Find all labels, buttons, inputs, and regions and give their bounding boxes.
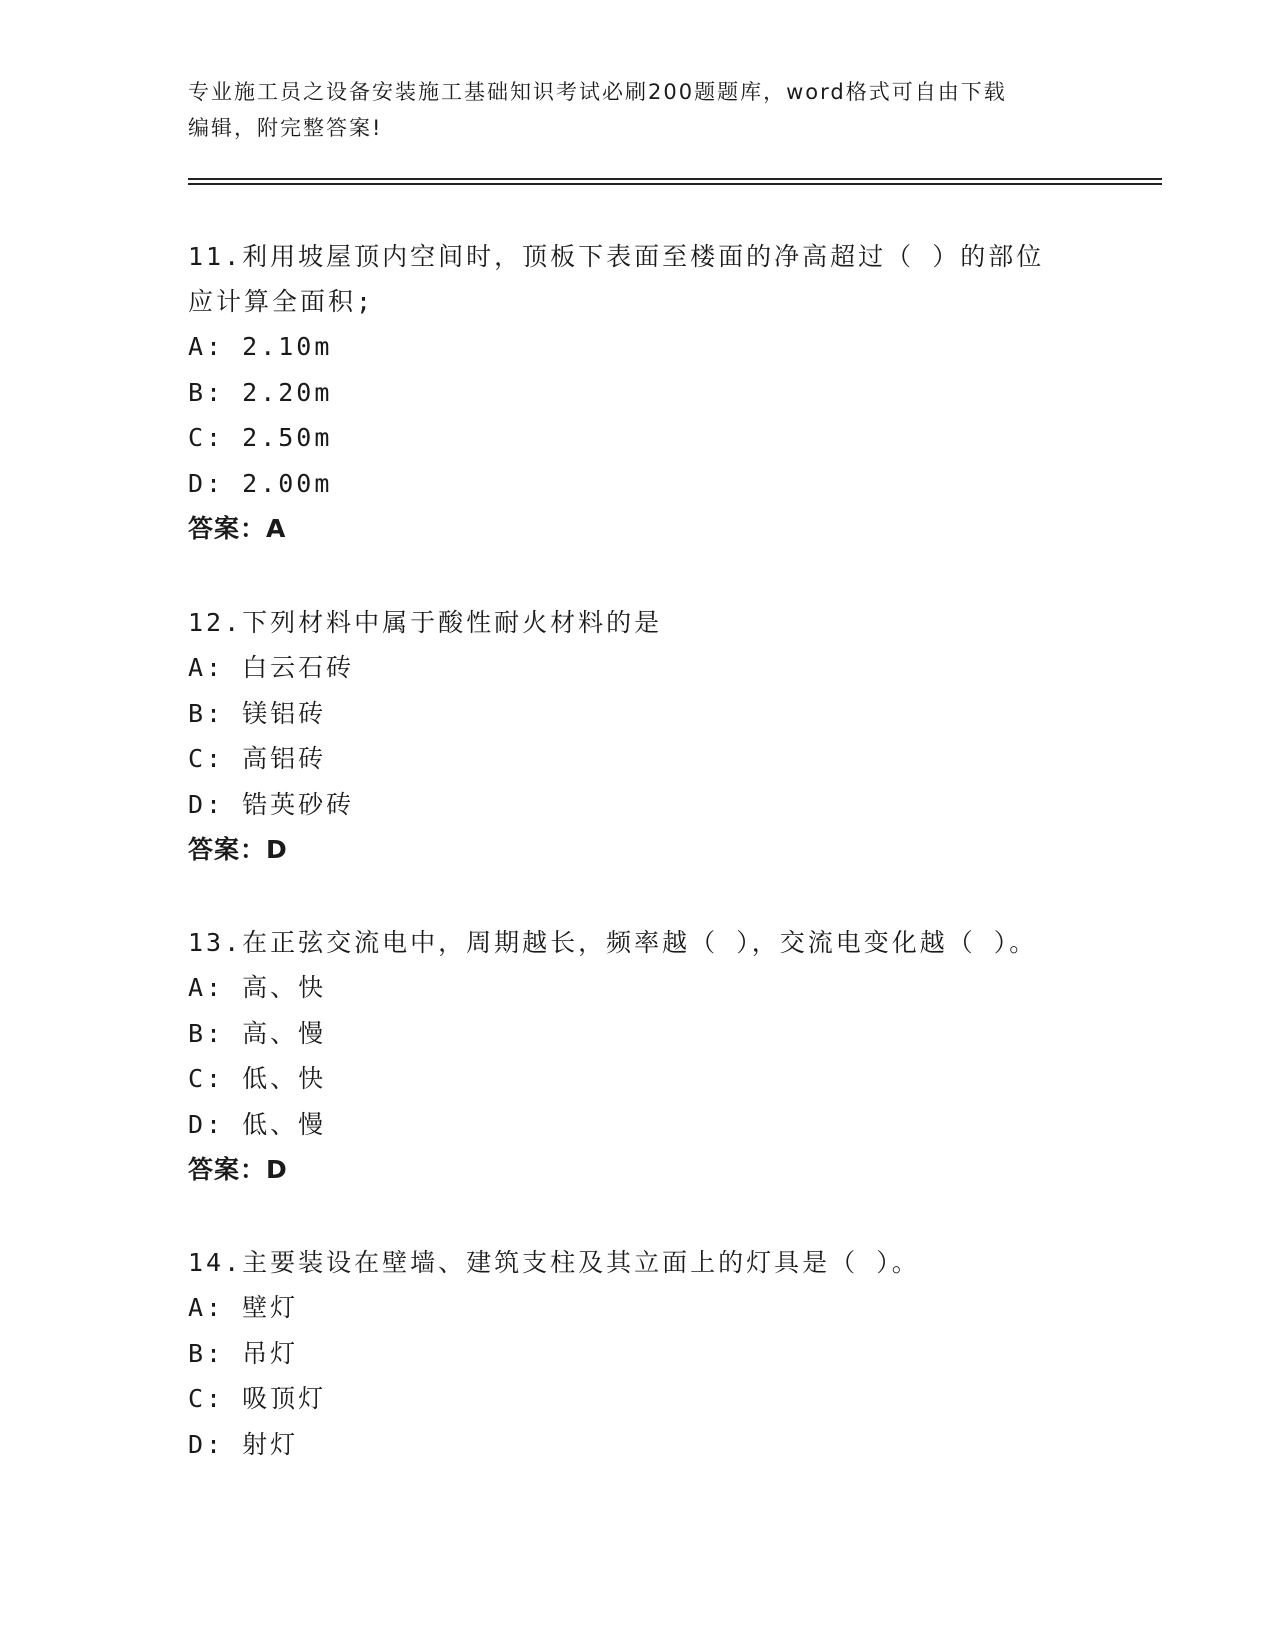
option-a: A: 2.10m	[188, 332, 333, 361]
option-d: D: 锆英砂砖	[188, 789, 355, 819]
option-d: D: 射灯	[188, 1429, 299, 1459]
header-divider-bottom	[188, 183, 1162, 185]
header-line-1: 专业施工员之设备安装施工基础知识考试必刷200题题库，word格式可自由下载	[188, 80, 1007, 104]
option-c: C: 低、快	[188, 1064, 327, 1093]
option-b: B: 吊灯	[188, 1338, 299, 1368]
question-14	[188, 1240, 1088, 1467]
document-header	[188, 74, 1088, 146]
question-stem: 11.利用坡屋顶内空间时，顶板下表面至楼面的净高超过（ ）的部位	[188, 242, 1045, 271]
option-c: C: 高铝砖	[188, 744, 327, 773]
option-a: A: 高、快	[188, 973, 327, 1002]
answer: 答案：D	[188, 1155, 288, 1184]
question-11	[188, 234, 1088, 552]
option-d: D: 2.00m	[188, 468, 333, 498]
header-line-2: 编辑，附完整答案!	[188, 116, 383, 140]
option-c: C: 2.50m	[188, 423, 333, 452]
option-d: D: 低、慢	[188, 1109, 327, 1139]
question-12	[188, 600, 1088, 873]
option-b: B: 镁铝砖	[188, 698, 327, 728]
option-b: B: 2.20m	[188, 377, 333, 407]
question-stem: 13.在正弦交流电中，周期越长，频率越（ ），交流电变化越（ ）。	[188, 928, 1038, 957]
question-stem: 12.下列材料中属于酸性耐火材料的是	[188, 608, 663, 637]
answer: 答案：A	[188, 514, 287, 543]
option-c: C: 吸顶灯	[188, 1384, 327, 1413]
option-a: A: 壁灯	[188, 1293, 299, 1322]
question-13	[188, 920, 1088, 1193]
question-stem: 14.主要装设在壁墙、建筑支柱及其立面上的灯具是（ ）。	[188, 1248, 920, 1277]
option-b: B: 高、慢	[188, 1018, 327, 1048]
header-divider-top	[188, 178, 1162, 180]
answer: 答案：D	[188, 835, 288, 864]
question-stem-continued: 应计算全面积;	[188, 287, 375, 316]
option-a: A: 白云石砖	[188, 653, 355, 682]
